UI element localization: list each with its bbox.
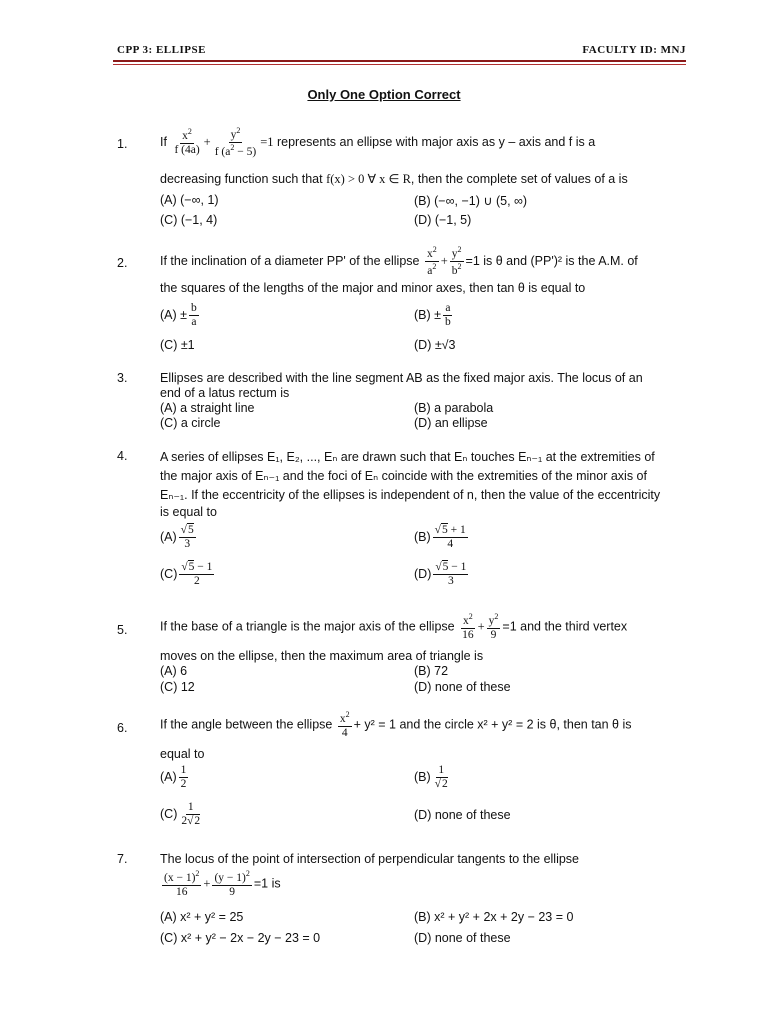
header-rule — [113, 60, 686, 62]
q1-frac-y: $\frac{y^2}{f (a^2 - 5)}$ — [214, 126, 257, 158]
q1-option-a[interactable]: (A) (−∞, 1) — [160, 193, 219, 207]
q7-line1: The locus of the point of intersection of perpendicular tangents to the ellipse — [160, 852, 580, 866]
q1-option-c[interactable]: (C) (−1, 4) — [160, 213, 218, 227]
q4-option-b[interactable]: (B) $\frac{√5 + 1}{4}$ — [414, 524, 466, 551]
q2-option-a[interactable]: (A) ± $\frac{b}{a}$ — [160, 302, 197, 329]
section-title: Only One Option Correct — [307, 87, 461, 102]
q4-option-d-label: (D) — [414, 567, 432, 582]
q5-option-c[interactable]: (C) 12 — [160, 680, 195, 694]
q6-number: 6. — [117, 721, 128, 735]
q2-option-d[interactable]: (D) ±√3 — [414, 338, 456, 352]
q6-option-d[interactable]: (D) none of these — [414, 808, 511, 822]
q1-line2: decreasing function such that f(x) > 0 ∀ x ∈ R, then the complete set of values of a is — [160, 172, 628, 186]
q4-option-c[interactable]: (C) $\frac{√5 - 1}{2}$ — [160, 561, 213, 588]
q2-line1-a: If the inclination of a diameter PP' of the ellipse — [160, 253, 420, 268]
q7-option-c[interactable]: (C) x² + y² − 2x − 2y − 23 = 0 — [160, 931, 321, 945]
q3-option-c[interactable]: (C) a circle — [160, 416, 221, 430]
q2-line1: If the inclination of a diameter PP' of the ellipse $\frac{x^2}{a^2}$ + $\frac{y^2}{b^2}$ =1 is θ and (PP')² is the A.M. of — [160, 245, 638, 277]
q1-option-b[interactable]: (B) (−∞, −1) ∪ (5, ∞) — [414, 194, 528, 208]
q2-line1-b: =1 is θ and (PP')² is the A.M. of — [465, 253, 638, 268]
q1-line1-tail: represents an ellipse with major axis as y – axis and f is a — [276, 134, 596, 149]
q3-option-b[interactable]: (B) a parabola — [414, 401, 494, 415]
q6-line1-b: + y² = 1 and the circle x² + y² = 2 is θ, then tan θ is — [353, 717, 632, 732]
q7-option-b[interactable]: (B) x² + y² + 2x + 2y − 23 = 0 — [414, 910, 574, 924]
q5-line1-a: If the base of a triangle is the major axis of the ellipse — [160, 619, 455, 634]
q2-option-b-label: (B) ± — [414, 308, 441, 323]
q6-option-c[interactable]: (C) $\frac{1}{2√2}$ — [160, 801, 201, 828]
q1-line2-b: , then the complete set of values of a is — [410, 172, 628, 186]
q6-option-a-label: (A) — [160, 770, 177, 785]
q5-line1-b: =1 and the third vertex — [502, 619, 628, 634]
q1-line2-a: decreasing function such that — [160, 172, 323, 186]
q3-line1: Ellipses are described with the line segment AB as the fixed major axis. The locus of an — [160, 371, 643, 385]
q2-number: 2. — [117, 256, 128, 270]
q2-line2: the squares of the lengths of the major and minor axes, then tan θ is equal to — [160, 281, 586, 295]
header-course: CPP 3: ELLIPSE — [117, 44, 206, 56]
q1-line1: If $\frac{x^2}{f (4a)}$ + $\frac{y^2}{f (a^2 - 5)}$ =1 represents an ellipse with major axis as y – axis and f is a — [160, 126, 596, 158]
q1-number: 1. — [117, 137, 128, 151]
q6-line1-a: If the angle between the ellipse — [160, 717, 333, 732]
q6-option-b-label: (B) — [414, 770, 431, 785]
q1-frac-x: $\frac{x^2}{f (4a)}$ — [174, 127, 200, 157]
q4-option-a[interactable]: (A) $\frac{√5}{3}$ — [160, 524, 194, 551]
q7-option-a[interactable]: (A) x² + y² = 25 — [160, 910, 244, 924]
q4-line4: is equal to — [160, 505, 217, 519]
q6-option-a[interactable]: (A) $\frac{1}{2}$ — [160, 764, 187, 791]
q2-option-c[interactable]: (C) ±1 — [160, 338, 195, 352]
q5-option-a[interactable]: (A) 6 — [160, 664, 188, 678]
q7-number: 7. — [117, 852, 128, 866]
q7-option-d[interactable]: (D) none of these — [414, 931, 511, 945]
q5-line1: If the base of a triangle is the major axis of the ellipse $\frac{x^2}{16}$ + $\frac{y^2}{9}$ =1 and the third vertex — [160, 612, 628, 642]
q7-line2: $\frac{(x - 1)^2}{16}$ + $\frac{(y - 1)^2}{9}$ =1 is — [164, 869, 281, 899]
q3-option-d[interactable]: (D) an ellipse — [414, 416, 488, 430]
q1-if: If — [160, 134, 167, 149]
q4-number: 4. — [117, 449, 128, 463]
q5-number: 5. — [117, 623, 128, 637]
q1-option-d[interactable]: (D) (−1, 5) — [414, 213, 472, 227]
q3-line2: end of a latus rectum is — [160, 386, 290, 400]
q2-option-b[interactable]: (B) ± $\frac{a}{b}$ — [414, 302, 451, 329]
q4-option-d[interactable]: (D) $\frac{√5 - 1}{3}$ — [414, 561, 467, 588]
q4-line1: A series of ellipses E₁, E₂, ..., Eₙ are drawn such that Eₙ touches Eₙ₋₁ at the extremities of — [160, 450, 655, 464]
q5-option-b[interactable]: (B) 72 — [414, 664, 449, 678]
q7-line2-b: =1 is — [253, 876, 281, 891]
q2-option-a-label: (A) ± — [160, 308, 187, 323]
q4-line2: the major axis of Eₙ₋₁ and the foci of Eₙ coincide with the extremities of the minor axis of — [160, 469, 647, 483]
q6-option-b[interactable]: (B) $\frac{1}{√2}$ — [414, 764, 448, 791]
q4-option-b-label: (B) — [414, 530, 431, 545]
q3-option-a[interactable]: (A) a straight line — [160, 401, 255, 415]
q6-option-c-label: (C) — [160, 807, 178, 822]
q4-option-a-label: (A) — [160, 530, 177, 545]
q3-number: 3. — [117, 371, 128, 385]
q5-option-d[interactable]: (D) none of these — [414, 680, 511, 694]
q4-line3: Eₙ₋₁. If the eccentricity of the ellipses is independent of n, then the value of the eccentricity — [160, 488, 661, 502]
q6-line2: equal to — [160, 747, 205, 761]
q6-line1: If the angle between the ellipse $\frac{x^2}{4}$ + y² = 1 and the circle x² + y² = 2 is θ, then tan θ is — [160, 710, 632, 740]
q5-line2: moves on the ellipse, then the maximum area of triangle is — [160, 649, 484, 663]
header-rule-thin — [113, 64, 686, 65]
header-faculty-id: FACULTY ID: MNJ — [582, 44, 686, 56]
q4-option-c-label: (C) — [160, 567, 178, 582]
